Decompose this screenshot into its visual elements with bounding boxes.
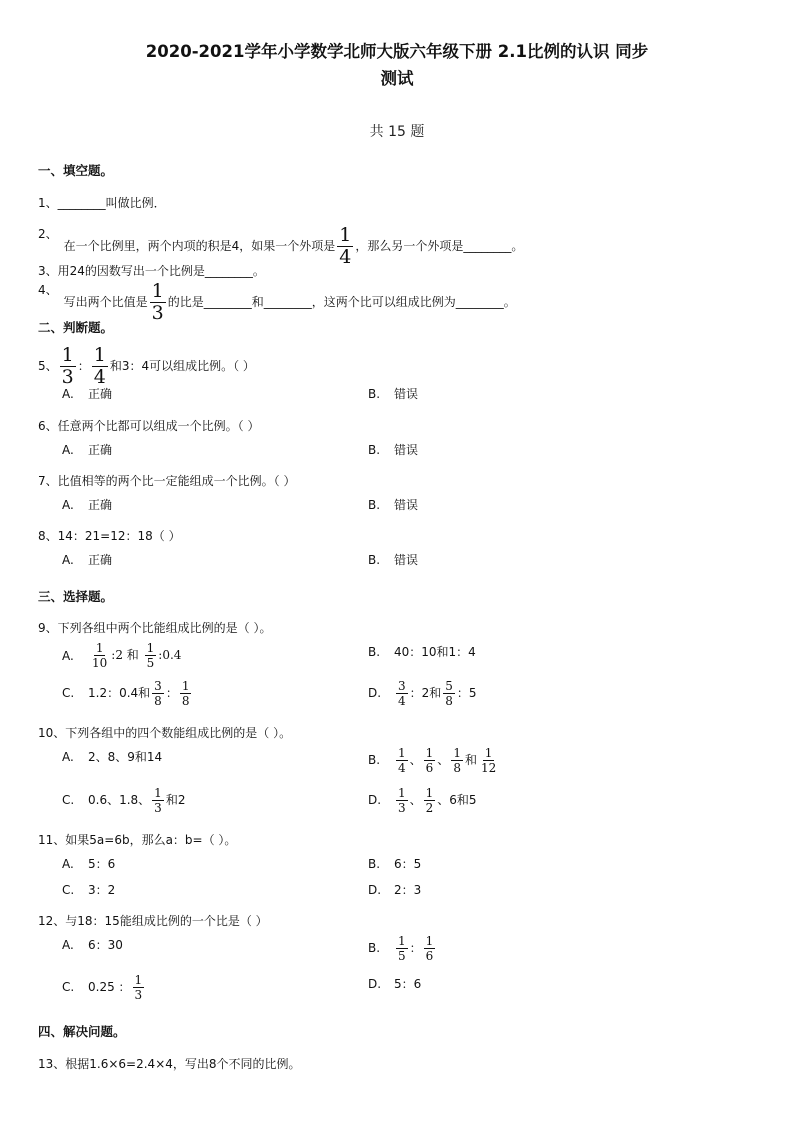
question-12 <box>38 913 268 929</box>
fraction: $\frac{1}{5}$ <box>146 641 155 670</box>
q12-option-b[interactable] <box>368 935 437 962</box>
question-text: 和3：4可以组成比例。（ ） <box>109 359 255 373</box>
option-text: 0.25 ： <box>88 980 131 994</box>
q10-option-d[interactable] <box>368 787 477 814</box>
q6-option-b[interactable] <box>368 442 418 458</box>
fraction: $\frac{3}{4}$ <box>398 679 406 708</box>
option-letter: D. <box>368 793 382 807</box>
option-letter: C. <box>62 686 75 700</box>
option-letter: B. <box>368 443 381 457</box>
question-text: 与18：15能组成比例的一个比是（ ） <box>65 914 268 928</box>
option-text: 0.6、1.8、 <box>88 793 151 807</box>
question-number: 2、 <box>38 227 58 241</box>
q10-option-c[interactable] <box>62 787 185 814</box>
separator: 、 <box>409 753 422 767</box>
fraction: $\frac{1}{12}$ <box>480 746 497 775</box>
section-problem-solving-heading: 四、解决问题。 <box>38 1024 126 1039</box>
question-number: 5、 <box>38 359 58 373</box>
question-13 <box>38 1056 301 1072</box>
question-1 <box>38 195 166 211</box>
fraction: $\frac{1}{3}$ <box>151 280 164 324</box>
question-text: 在一个比例里，两个内项的积是4，如果一个外项是 <box>63 239 336 253</box>
question-number: 4、 <box>38 283 58 297</box>
option-letter: A. <box>62 857 74 871</box>
question-text: 14：21=12：18（ ） <box>57 529 181 543</box>
question-text: 如果5a=6b，那么a：b=（ ）。 <box>65 833 237 847</box>
question-number: 10、 <box>38 726 66 740</box>
question-number: 3、 <box>38 264 58 278</box>
q9-option-a[interactable] <box>62 642 181 669</box>
page-title <box>60 38 734 92</box>
option-text: 错误 <box>394 443 419 457</box>
option-text: 2、8、9和14 <box>88 750 163 764</box>
fraction: $\frac{1}{3}$ <box>61 344 74 388</box>
option-letter: A. <box>62 498 74 512</box>
question-3 <box>38 263 265 279</box>
option-text: 5：6 <box>88 857 116 871</box>
option-text: 1.2：0.4和 <box>88 686 151 700</box>
question-10 <box>38 725 291 741</box>
fraction: $\frac{1}{8}$ <box>453 746 461 775</box>
fraction: $\frac{1}{2}$ <box>425 786 434 815</box>
colon: ： <box>165 686 178 700</box>
question-number: 8、 <box>38 529 58 543</box>
option-letter: B. <box>368 645 381 659</box>
option-text: 正确 <box>88 443 113 457</box>
option-text: 6：5 <box>394 857 422 871</box>
option-text: 和2 <box>165 793 186 807</box>
fraction: $\frac{3}{8}$ <box>154 679 162 708</box>
question-text: 任意两个比都可以组成一个比例。（ ） <box>57 419 260 433</box>
q11-option-c[interactable] <box>62 882 115 898</box>
option-text: 2：3 <box>394 883 422 897</box>
q7-option-b[interactable] <box>368 497 418 513</box>
fraction: $\frac{1}{4}$ <box>398 746 406 775</box>
question-count: 共 15 题 <box>369 124 425 140</box>
separator: 、 <box>409 793 422 807</box>
option-text: 错误 <box>394 553 419 567</box>
fraction: $\frac{1}{8}$ <box>181 679 190 708</box>
option-text: 错误 <box>394 387 419 401</box>
conjunction-text: 和 <box>126 648 139 662</box>
question-text: ，那么另一个外项是________。 <box>355 239 524 253</box>
question-text: 写出两个比值是 <box>63 295 148 309</box>
fraction: $\frac{1}{4}$ <box>93 344 106 388</box>
option-letter: B. <box>368 553 381 567</box>
question-text: 下列各组中的四个数能组成比例的是（ ）。 <box>65 726 292 740</box>
question-text: 根据1.6×6=2.4×4，写出8个不同的比例。 <box>65 1057 301 1071</box>
fraction: $\frac{1}{3}$ <box>134 973 143 1002</box>
option-letter: D. <box>368 977 382 991</box>
q5-option-a[interactable] <box>62 386 112 402</box>
section-multiple-choice-heading: 三、选择题。 <box>38 589 114 604</box>
fraction: $\frac{1}{3}$ <box>398 786 406 815</box>
question-5 <box>38 346 255 387</box>
q7-option-a[interactable] <box>62 497 112 513</box>
question-number: 13、 <box>38 1057 66 1071</box>
option-letter: A. <box>62 387 74 401</box>
option-letter: C. <box>62 980 75 994</box>
option-letter: C. <box>62 793 75 807</box>
option-letter: B. <box>368 387 381 401</box>
fraction: $\frac{1}{5}$ <box>398 934 406 963</box>
title-line-1: 2020-2021学年小学数学北师大版六年级下册 2.1比例的认识 同步 <box>145 42 649 61</box>
q8-option-a[interactable] <box>62 552 112 568</box>
q6-option-a[interactable] <box>62 442 112 458</box>
fraction: $\frac{1}{3}$ <box>154 786 162 815</box>
question-2 <box>38 226 523 267</box>
question-7 <box>38 473 295 489</box>
option-text: 5：6 <box>394 977 422 991</box>
question-text: 比值相等的两个比一定能组成一个比例。（ ） <box>57 474 296 488</box>
option-letter: A. <box>62 443 74 457</box>
question-4 <box>38 282 516 323</box>
option-text: ：5 <box>456 686 477 700</box>
answer-blank: ________ <box>57 196 106 210</box>
fraction: $\frac{1}{6}$ <box>425 934 434 963</box>
option-letter: A. <box>62 553 74 567</box>
option-letter: B. <box>368 857 381 871</box>
question-number: 9、 <box>38 621 58 635</box>
colon: ： <box>77 359 90 373</box>
option-letter: D. <box>368 686 382 700</box>
q12-option-a[interactable] <box>62 937 123 953</box>
question-number: 1、 <box>38 196 58 210</box>
option-letter: B. <box>368 498 381 512</box>
question-number: 12、 <box>38 914 66 928</box>
q10-option-a[interactable] <box>62 749 162 765</box>
option-letter: A. <box>62 750 74 764</box>
question-number: 11、 <box>38 833 66 847</box>
question-text: 的比是________和________，这两个比可以组成比例为________。 <box>167 295 516 309</box>
option-letter: D. <box>368 883 382 897</box>
section-true-false-heading: 二、判断题。 <box>38 320 114 335</box>
option-text: 正确 <box>88 553 113 567</box>
section-fill-blank-heading: 一、填空题。 <box>38 163 114 178</box>
q11-option-b[interactable] <box>368 856 421 872</box>
question-text: 下列各组中两个比能组成比例的是（ ）。 <box>57 621 272 635</box>
option-text: 3：2 <box>88 883 116 897</box>
q5-option-b[interactable] <box>368 386 418 402</box>
question-6 <box>38 418 259 434</box>
option-text: 错误 <box>394 498 419 512</box>
question-text: 叫做比例． <box>105 196 166 210</box>
option-letter: A. <box>62 648 74 663</box>
conjunction-text: 和 <box>464 753 477 767</box>
option-text: 、6和5 <box>437 793 477 807</box>
question-text: 用24的因数写出一个比例是________。 <box>57 264 265 278</box>
question-9 <box>38 620 271 636</box>
q9-option-d[interactable] <box>368 680 477 707</box>
option-text: 40：10和1：4 <box>394 645 476 659</box>
q10-option-b[interactable] <box>368 747 500 774</box>
colon: ： <box>409 941 422 955</box>
fraction: $\frac{1}{6}$ <box>425 746 434 775</box>
question-8 <box>38 528 181 544</box>
option-text: 正确 <box>88 498 113 512</box>
separator: 、 <box>437 753 450 767</box>
q11-option-d[interactable] <box>368 882 421 898</box>
option-text: ：2和 <box>409 686 442 700</box>
question-number: 7、 <box>38 474 58 488</box>
option-letter: B. <box>368 941 381 955</box>
option-text: 正确 <box>88 387 113 401</box>
option-letter: C. <box>62 883 75 897</box>
q9-option-b[interactable] <box>368 644 476 660</box>
title-line-2: 测试 <box>380 69 414 88</box>
question-number: 6、 <box>38 419 58 433</box>
option-letter: B. <box>368 753 381 767</box>
fraction: $\frac{1}{10}$ <box>92 641 108 670</box>
fraction: $\frac{5}{8}$ <box>445 679 453 708</box>
option-text: 6：30 <box>88 938 123 952</box>
fraction: $\frac{1}{4}$ <box>339 224 352 268</box>
ratio-text: :0.4 <box>158 648 182 662</box>
q9-option-c[interactable] <box>62 680 193 707</box>
q12-option-c[interactable] <box>62 974 146 1001</box>
q11-option-a[interactable] <box>62 856 115 872</box>
q12-option-d[interactable] <box>368 976 421 992</box>
q8-option-b[interactable] <box>368 552 418 568</box>
ratio-text: :2 <box>111 648 123 662</box>
question-11 <box>38 832 236 848</box>
option-letter: A. <box>62 938 74 952</box>
